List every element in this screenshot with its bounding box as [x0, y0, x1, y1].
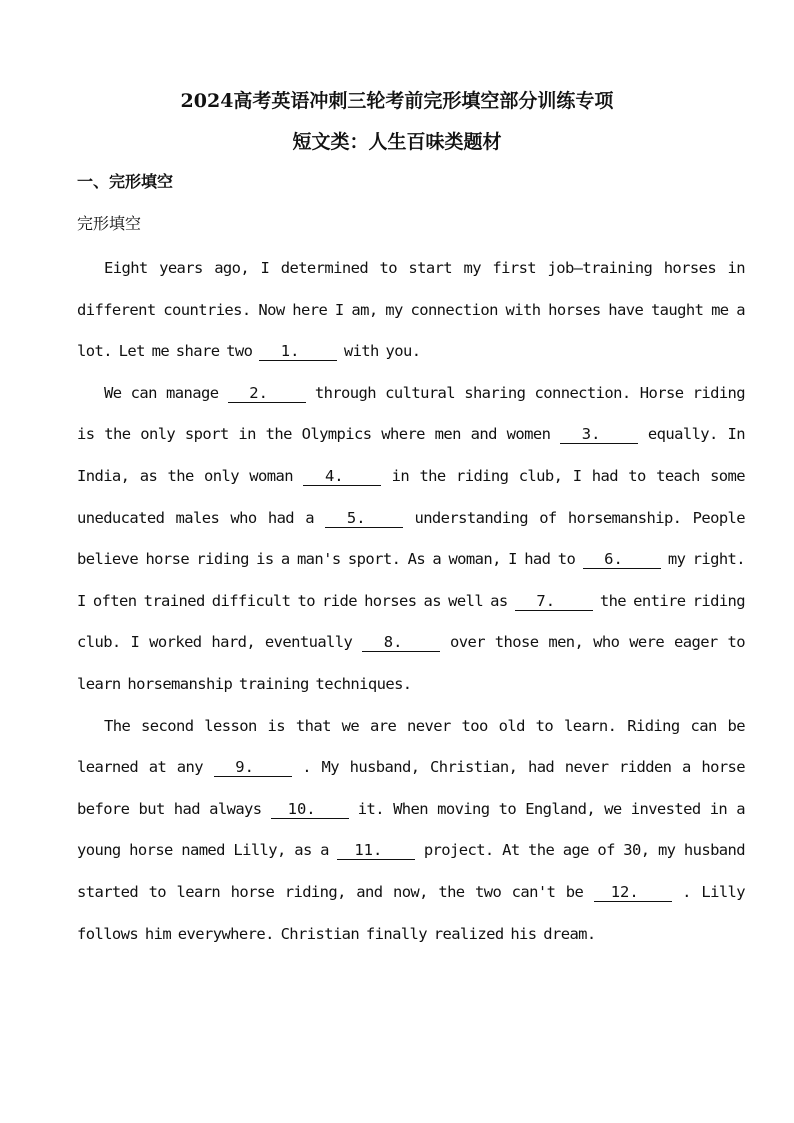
- section-heading: 一、完形填空: [77, 172, 174, 191]
- document-title: 2024高考英语冲刺三轮考前完形填空部分训练专项: [180, 90, 614, 112]
- section-subheading: 完形填空: [77, 214, 142, 233]
- cloze-blank-1: 1.: [259, 342, 337, 361]
- cloze-blank-11: 11.: [337, 841, 415, 860]
- passage-text: Eight years ago, I determined to start my first job—training horses in different countries. Now here I am, my connection with horses have taught me a lot. Let me share two: [77, 259, 745, 361]
- passage-text: my right. I often trained difficult to ride horses as well as: [77, 550, 746, 610]
- cloze-blank-2: 2.: [228, 384, 306, 403]
- passage-text: . My husband, Christian, had never ridden a horse before but had always: [77, 758, 746, 818]
- passage-text: the entire riding club. I worked hard, eventually: [77, 591, 746, 652]
- cloze-blank-8: 8.: [362, 633, 440, 652]
- passage-text: The second lesson is that we are never too old to learn. Riding can be learned at any: [77, 716, 745, 777]
- passage-text: through cultural sharing connection. Horse riding is the only sport in the Olympics where men and women: [77, 383, 746, 444]
- passage-text: project. At the age of 30, my husband started to learn horse riding, and now, the two can't be: [77, 841, 745, 901]
- passage-paragraph-1: [77, 248, 745, 373]
- passage-text: We can manage: [104, 383, 219, 402]
- passage-text: . Lilly follows him everywhere. Christian finally realized his dream.: [77, 882, 746, 943]
- passage-text: with you.: [343, 342, 421, 361]
- cloze-blank-6: 6.: [583, 550, 661, 569]
- passage-text: in the riding club, I had to teach some uneducated males who had a: [77, 466, 745, 527]
- cloze-blank-12: 12.: [594, 883, 672, 902]
- cloze-passage: [77, 248, 745, 955]
- cloze-blank-9: 9.: [214, 758, 292, 777]
- passage-text: it. When moving to England, we invested in a young horse named Lilly, as a: [77, 799, 746, 860]
- passage-paragraph-2: [77, 373, 745, 706]
- document-subtitle: 短文类：人生百味类题材: [292, 131, 502, 153]
- passage-text: equally. In India, as the only woman: [77, 425, 746, 485]
- cloze-blank-4: 4.: [303, 467, 381, 486]
- passage-text: understanding of horsemanship. People believe horse riding is a man's sport. As a woman, I had to: [77, 508, 746, 569]
- cloze-blank-5: 5.: [325, 509, 403, 528]
- cloze-blank-3: 3.: [560, 425, 638, 444]
- cloze-blank-10: 10.: [271, 800, 349, 819]
- passage-paragraph-3: [77, 706, 745, 956]
- cloze-blank-7: 7.: [515, 592, 593, 611]
- passage-text: over those men, who were eager to learn horsemanship training techniques.: [77, 633, 745, 693]
